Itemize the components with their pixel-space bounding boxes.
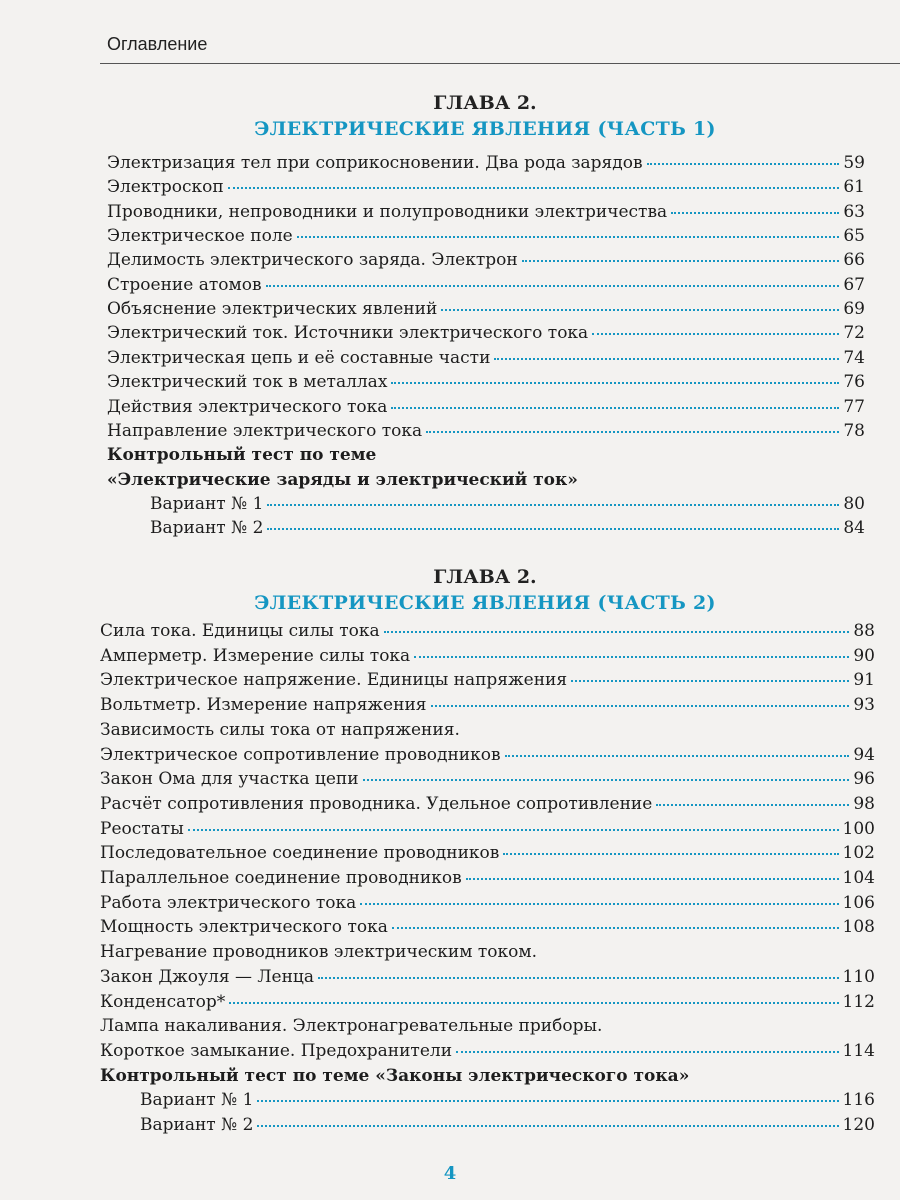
- toc-entry: [107, 299, 865, 325]
- toc-entry-title: Амперметр. Измерение силы тока: [100, 645, 411, 666]
- toc-entry-title: Электрический ток. Источники электрического тока: [107, 323, 589, 344]
- toc-entry: [107, 397, 865, 423]
- dot-leader: [363, 777, 850, 781]
- dot-leader: [318, 975, 839, 979]
- toc-page-number: 65: [843, 226, 865, 247]
- toc-entry-title: Строение атомов: [107, 274, 262, 295]
- dot-leader: [266, 283, 840, 287]
- toc-entry: [100, 794, 875, 820]
- dot-leader: [229, 1000, 838, 1004]
- toc-entry: [107, 372, 865, 398]
- toc-page-number: 116: [842, 1090, 875, 1111]
- toc-entry-title: Действия электрического тока: [107, 396, 388, 417]
- toc-entry-title: Нагревание проводников электрическим током.: [100, 942, 538, 963]
- toc-page-number: 69: [843, 299, 865, 320]
- toc-entry-title: Электроскоп: [107, 177, 224, 198]
- toc-entry: [100, 1041, 875, 1067]
- toc-entry-title: Короткое замыкание. Предохранители: [100, 1040, 453, 1061]
- toc-entry: [107, 323, 865, 349]
- dot-leader: [267, 502, 839, 506]
- header-rule: [100, 63, 900, 64]
- toc-entry: [100, 992, 875, 1018]
- toc-entry-title: Конденсатор*: [100, 991, 226, 1012]
- toc-entry: [107, 250, 865, 276]
- toc-entry: [100, 695, 875, 721]
- toc-page-number: 90: [853, 645, 875, 666]
- page-number: 4: [443, 1163, 457, 1184]
- toc-entry: [100, 670, 875, 696]
- toc-entry-title: Работа электрического тока: [100, 892, 357, 913]
- dot-leader: [360, 901, 838, 905]
- toc-entry: [100, 769, 875, 795]
- toc-entry-title: Электрическое поле: [107, 226, 293, 247]
- toc-entry: [107, 421, 865, 447]
- toc-entry: [100, 1016, 875, 1042]
- toc-entry-title: Закон Ома для участка цепи: [100, 769, 359, 790]
- toc-entry: [100, 621, 875, 647]
- toc-entry: [100, 720, 875, 746]
- toc-page-number: 108: [842, 917, 875, 938]
- toc-entry-title: Электрическая цепь и её составные части: [107, 347, 491, 368]
- dot-leader: [671, 210, 839, 214]
- toc-page-number: 102: [842, 843, 875, 864]
- dot-leader: [503, 851, 838, 855]
- dot-leader: [522, 258, 840, 262]
- toc-entry-title: Делимость электрического заряда. Электрон: [107, 250, 518, 271]
- toc-page-number: 93: [853, 695, 875, 716]
- dot-leader: [188, 827, 839, 831]
- toc-entry: [100, 942, 875, 968]
- toc-entry: [107, 445, 865, 471]
- chapter-number: ГЛАВА 2.: [433, 92, 537, 114]
- chapter-heading: [95, 90, 875, 142]
- toc-entry-title: Электрическое сопротивление проводников: [100, 744, 501, 765]
- toc-page-number: 76: [843, 372, 865, 393]
- toc-entry: [140, 1115, 875, 1141]
- toc-entry-title: Вариант № 2: [140, 1115, 254, 1135]
- dot-leader: [392, 925, 839, 929]
- toc-page-number: 74: [843, 347, 865, 368]
- chapter-heading: [95, 564, 875, 616]
- running-head-title: Оглавление: [107, 34, 208, 54]
- toc-entry: [107, 153, 865, 179]
- toc-entry-title: Электрический ток в металлах: [107, 372, 388, 393]
- dot-leader: [267, 526, 839, 530]
- toc-page-number: 94: [853, 744, 875, 765]
- toc-page-number: 66: [843, 250, 865, 271]
- toc-entry: [107, 470, 865, 496]
- toc-page-number: 80: [843, 493, 865, 514]
- toc-page-number: 106: [842, 892, 875, 913]
- dot-leader: [426, 429, 839, 433]
- toc-page-number: 78: [843, 420, 865, 441]
- toc-entry: [100, 646, 875, 672]
- toc-entry-title: Мощность электрического тока: [100, 917, 388, 938]
- toc-page-number: 67: [843, 274, 865, 295]
- toc-entry-title: Последовательное соединение проводников: [100, 843, 500, 864]
- dot-leader: [391, 380, 839, 384]
- dot-leader: [592, 331, 839, 335]
- dot-leader: [505, 753, 850, 757]
- toc-page-number: 61: [843, 177, 865, 198]
- toc-entry: [100, 893, 875, 919]
- toc-entry: [150, 494, 865, 520]
- dot-leader: [656, 802, 849, 806]
- toc-entry-title: Вариант № 1: [140, 1090, 254, 1111]
- toc-entry: [107, 275, 865, 301]
- toc-entry-title: Электризация тел при соприкосновении. Два рода зарядов: [107, 153, 643, 173]
- toc-entry-title: Объяснение электрических явлений: [107, 299, 438, 320]
- toc-page-number: 100: [842, 818, 875, 839]
- toc-entry-title: Вольтметр. Измерение напряжения: [100, 695, 427, 716]
- toc-entry-title: Электрическое напряжение. Единицы напряжения: [100, 670, 568, 691]
- dot-leader: [494, 356, 839, 360]
- toc-page-number: 77: [843, 396, 865, 417]
- dot-leader: [456, 1049, 839, 1053]
- toc-page-number: 98: [853, 793, 875, 814]
- dot-leader: [647, 161, 840, 165]
- toc-entry: [107, 177, 865, 203]
- toc-entry-title: Контрольный тест по теме «Законы электрического тока»: [100, 1065, 690, 1086]
- dot-leader: [431, 703, 850, 707]
- dot-leader: [257, 1123, 838, 1127]
- chapter-number: ГЛАВА 2.: [433, 566, 537, 588]
- toc-page-number: 112: [842, 991, 875, 1012]
- toc-entry: [100, 1066, 875, 1092]
- toc-entry: [140, 1090, 875, 1116]
- toc-page-number: 84: [843, 518, 865, 539]
- toc-entry-title: Параллельное соединение проводников: [100, 868, 462, 888]
- toc-page-number: 110: [842, 966, 875, 987]
- chapter-title: ЭЛЕКТРИЧЕСКИЕ ЯВЛЕНИЯ (ЧАСТЬ 1): [254, 118, 716, 140]
- toc-page-number: 114: [842, 1040, 875, 1061]
- chapter-title: ЭЛЕКТРИЧЕСКИЕ ЯВЛЕНИЯ (ЧАСТЬ 2): [254, 592, 716, 614]
- toc-page-number: 63: [843, 201, 865, 222]
- toc-entry: [100, 917, 875, 943]
- toc-entry: [107, 348, 865, 374]
- toc-entry-title: «Электрические заряды и электрический ток»: [107, 469, 578, 490]
- toc-entry-title: Вариант № 2: [150, 518, 264, 539]
- dot-leader: [228, 185, 840, 189]
- toc-entry-title: Реостаты: [100, 818, 184, 839]
- toc-entry-title: Проводники, непроводники и полупроводники электричества: [107, 201, 668, 222]
- dot-leader: [414, 654, 849, 658]
- toc-page-number: 72: [843, 323, 865, 344]
- dot-leader: [571, 678, 849, 682]
- toc-entry-title: Закон Джоуля — Ленца: [100, 966, 314, 987]
- toc-entry-title: Направление электрического тока: [107, 420, 423, 441]
- toc-entry-title: Вариант № 1: [150, 493, 264, 514]
- toc-entry-title: Контрольный тест по теме: [107, 445, 377, 466]
- toc-page-number: 91: [853, 670, 875, 691]
- dot-leader: [391, 405, 839, 409]
- toc-entry-title: Расчёт сопротивления проводника. Удельное сопротивление: [100, 793, 653, 814]
- toc-entry-title: Лампа накаливания. Электронагревательные приборы.: [100, 1016, 603, 1037]
- dot-leader: [297, 234, 840, 238]
- toc-page-number: 96: [853, 769, 875, 790]
- toc-entry: [150, 518, 865, 544]
- dot-leader: [441, 307, 839, 311]
- toc-entry: [100, 745, 875, 771]
- toc-entry: [100, 967, 875, 993]
- toc-entry: [100, 868, 875, 894]
- toc-entry: [107, 202, 865, 228]
- toc-page-number: 88: [853, 621, 875, 641]
- toc-page-number: 120: [842, 1115, 875, 1135]
- toc-page-number: 104: [842, 868, 875, 888]
- dot-leader: [466, 876, 839, 880]
- toc-entry: [100, 843, 875, 869]
- dot-leader: [384, 629, 850, 633]
- toc-entry-title: Зависимость силы тока от напряжения.: [100, 719, 460, 740]
- toc-page-number: 59: [843, 153, 865, 173]
- dot-leader: [257, 1098, 838, 1102]
- toc-entry-title: Сила тока. Единицы силы тока: [100, 621, 380, 641]
- toc-entry: [100, 819, 875, 845]
- toc-entry: [107, 226, 865, 252]
